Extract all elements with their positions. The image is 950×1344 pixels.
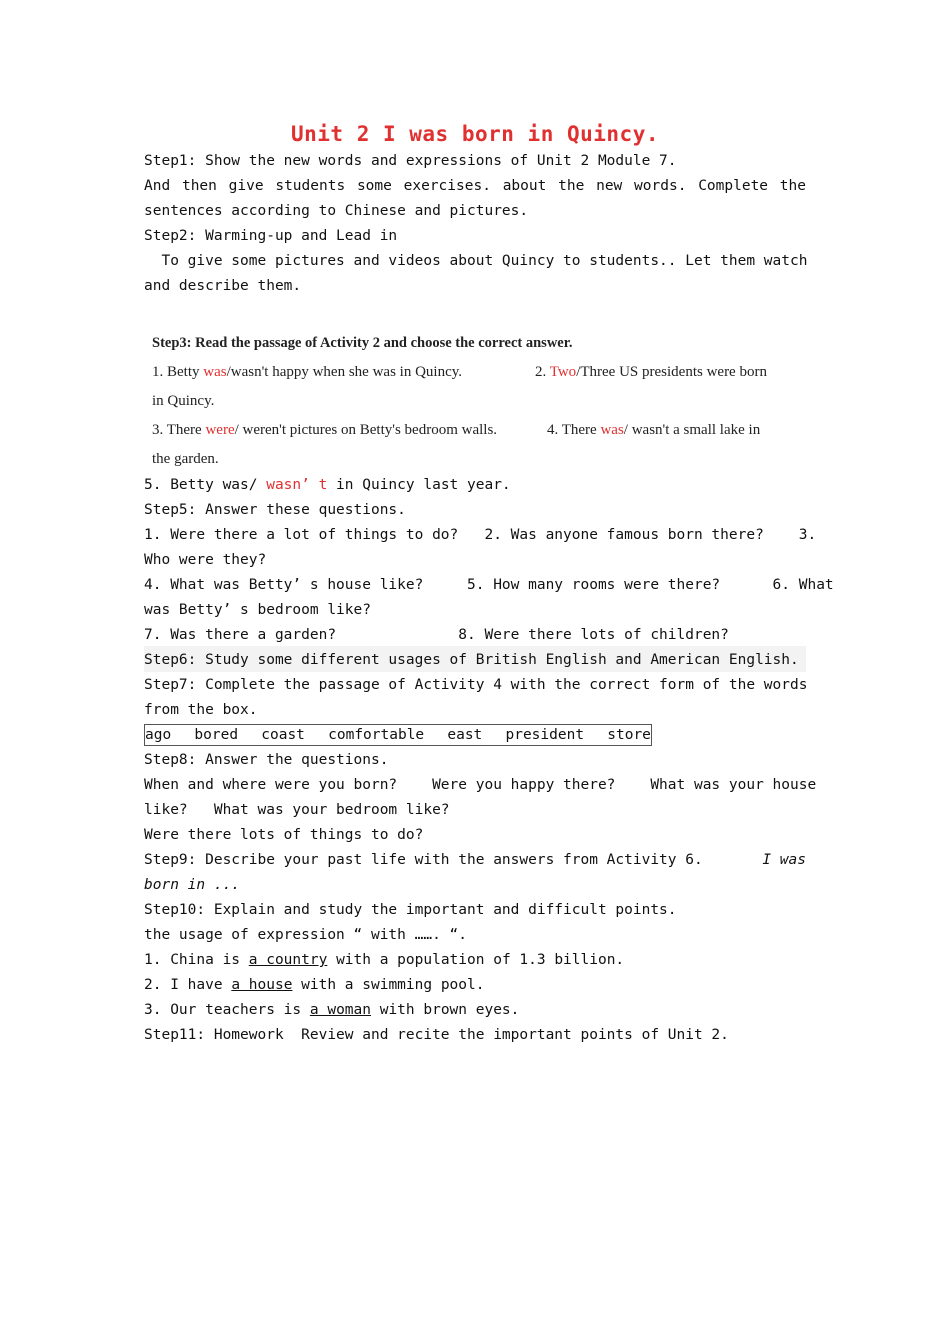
ex1-suffix: with a population of 1.3 billion.	[327, 952, 625, 968]
ex1-prefix: 1. China is	[144, 952, 249, 968]
q3-prefix: 3. There	[152, 422, 206, 438]
step10-usage: the usage of expression “ with ……. “.	[144, 927, 468, 943]
step3-q1	[152, 358, 462, 387]
step10-ex1	[144, 948, 806, 973]
q1-suffix: /wasn't happy when she was in Quincy.	[226, 364, 463, 380]
step8-heading: Step8: Answer the questions.	[144, 752, 389, 768]
word-box	[144, 724, 652, 746]
step5-line4: was Betty’ s bedroom like?	[144, 602, 371, 618]
q1-answer: was	[203, 364, 227, 380]
step1-line3: sentences according to Chinese and pictures.	[144, 203, 529, 219]
ex3-suffix: with brown eyes.	[370, 1002, 520, 1018]
ex2-prefix: 2. I have	[144, 977, 232, 993]
word-ago: ago	[145, 727, 172, 743]
step9-italic-1: I was	[762, 852, 806, 868]
ex3-underlined: a woman	[309, 1002, 371, 1018]
step11-line: Step11: Homework Review and recite the important points of Unit 2.	[144, 1027, 729, 1043]
page-title: Unit 2 I was born in Quincy.	[290, 122, 659, 146]
step2-line1: Step2: Warming-up and Lead in	[144, 228, 398, 244]
step4-q5	[144, 473, 806, 498]
ex1-underlined: a country	[248, 952, 328, 968]
step9-text: Step9: Describe your past life with the answers from Activity 6.	[144, 852, 703, 868]
q5-prefix: 5. Betty was/	[144, 477, 267, 493]
word-store: store	[607, 727, 651, 743]
step8-line2: like? What was your bedroom like?	[144, 802, 450, 818]
step3-q3	[152, 416, 497, 445]
step1-line1: Step1: Show the new words and expressions of Unit 2 Module 7.	[144, 153, 677, 169]
step5-heading: Step5: Answer these questions.	[144, 502, 406, 518]
q2-prefix: 2.	[535, 364, 550, 380]
step3-q4-cont: the garden.	[152, 451, 219, 467]
step2-line2: To give some pictures and videos about Quincy to students.. Let them watch	[144, 253, 808, 269]
q2-suffix: /Three US presidents were born	[576, 364, 767, 380]
step9-line1	[144, 848, 806, 873]
step3-q2-cont: in Quincy.	[152, 393, 215, 409]
step8-line3: Were there lots of things to do?	[144, 827, 424, 843]
step2-line3: and describe them.	[144, 278, 302, 294]
step10-ex2	[144, 973, 806, 998]
word-east: east	[447, 727, 483, 743]
q5-answer: wasn’ t	[266, 477, 328, 493]
ex3-prefix: 3. Our teachers is	[144, 1002, 310, 1018]
step10-ex3	[144, 998, 806, 1023]
q1-prefix: 1. Betty	[152, 364, 204, 380]
q4-answer: was	[600, 422, 624, 438]
q3-answer: were	[205, 422, 235, 438]
q4-suffix: / wasn't a small lake in	[623, 422, 761, 438]
ex2-suffix: with a swimming pool.	[292, 977, 485, 993]
step3-heading: Step3: Read the passage of Activity 2 and choose the correct answer.	[152, 335, 573, 351]
step3-q2	[535, 358, 767, 387]
step5-line3: 4. What was Betty’ s house like? 5. How many rooms were there? 6. What	[144, 577, 834, 593]
step5-line5: 7. Was there a garden? 8. Were there lots of children?	[144, 627, 729, 643]
word-coast: coast	[261, 727, 305, 743]
step5-line2: Who were they?	[144, 552, 267, 568]
q3-suffix: / weren't pictures on Betty's bedroom walls.	[234, 422, 498, 438]
word-comfortable: comfortable	[328, 727, 425, 743]
word-president: president	[505, 727, 585, 743]
step9-line2: born in ...	[144, 877, 241, 893]
step8-line1: When and where were you born? Were you happy there? What was your house	[144, 777, 817, 793]
q2-answer: Two	[549, 364, 577, 380]
step10-heading: Step10: Explain and study the important and difficult points.	[144, 902, 677, 918]
step7-line1: Step7: Complete the passage of Activity 4 with the correct form of the words	[144, 677, 808, 693]
step6-line: Step6: Study some different usages of British English and American English.	[144, 652, 799, 668]
q4-prefix: 4. There	[547, 422, 601, 438]
ex2-underlined: a house	[231, 977, 293, 993]
step5-line1: 1. Were there a lot of things to do? 2. Was anyone famous born there? 3.	[144, 527, 817, 543]
step7-line2: from the box.	[144, 702, 258, 718]
step1-line2: And then give students some exercises. about the new words. Complete the	[144, 178, 806, 194]
step3-q4	[547, 416, 760, 445]
word-bored: bored	[194, 727, 239, 743]
q5-suffix: in Quincy last year.	[327, 477, 511, 493]
